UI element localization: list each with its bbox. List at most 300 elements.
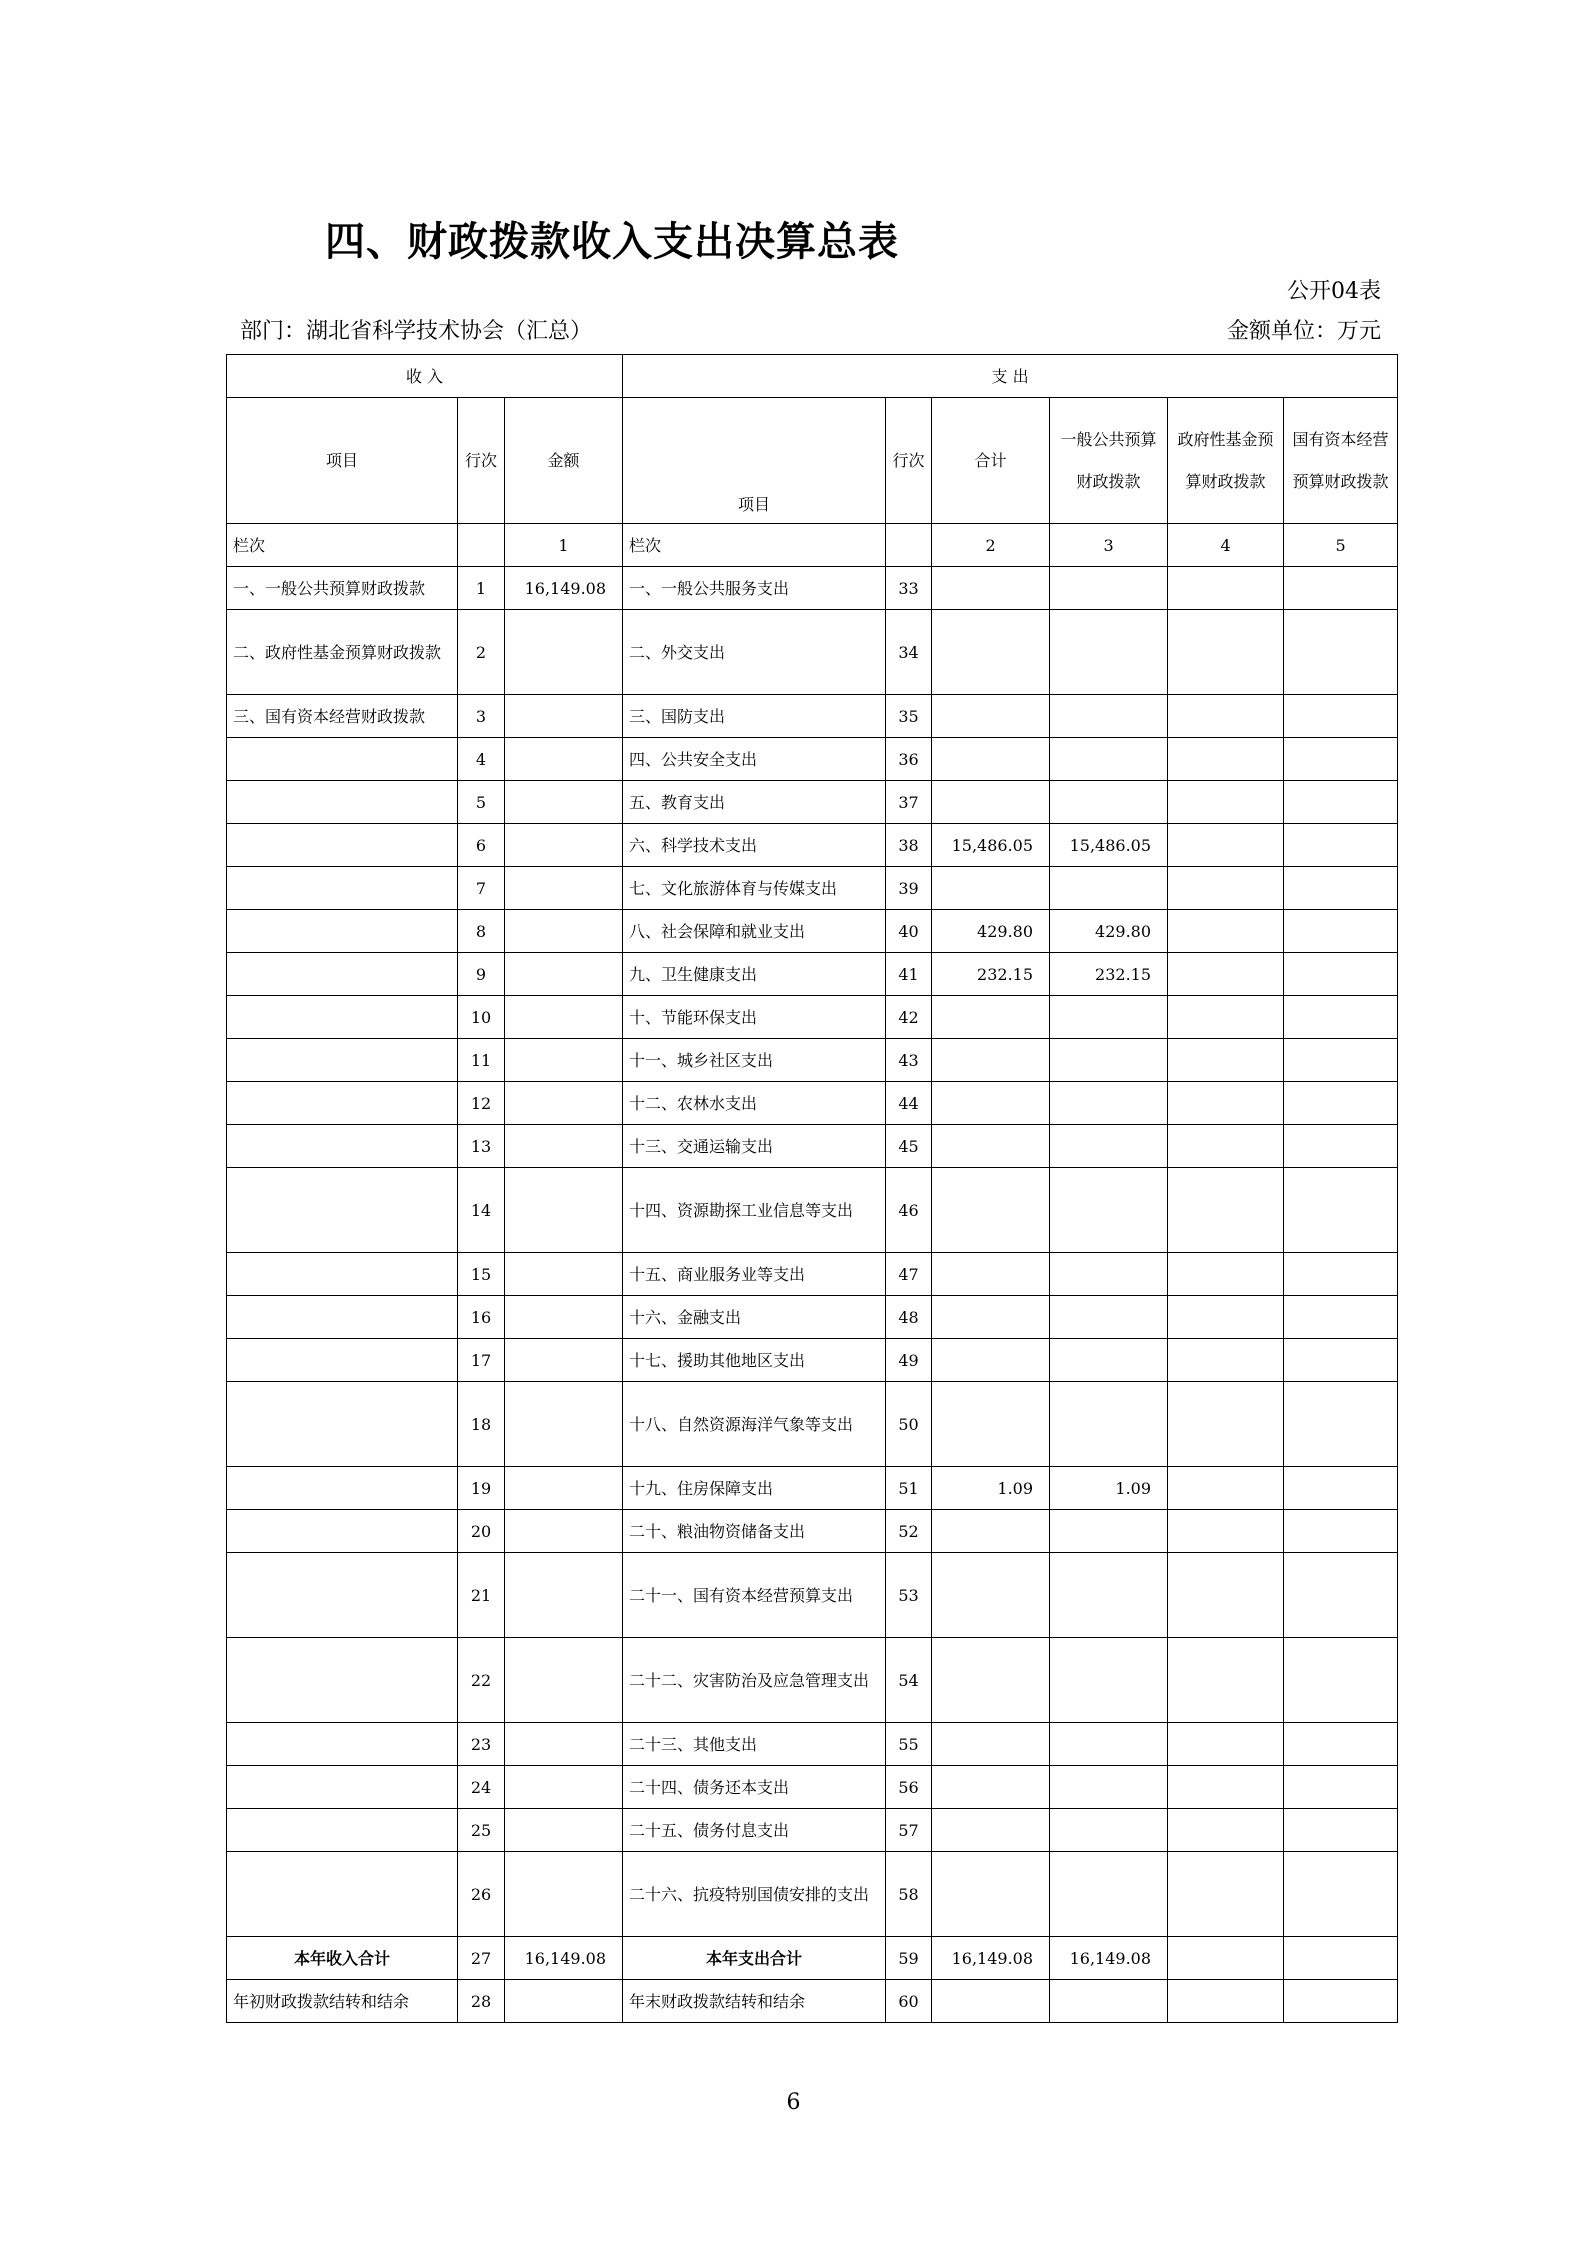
expense-row-no: 51 (886, 1467, 932, 1510)
table-row (227, 1253, 1398, 1296)
income-amount (505, 1766, 623, 1809)
income-item (227, 1339, 458, 1382)
gov-fund-amount (1168, 953, 1284, 996)
general-budget-amount (1050, 610, 1168, 695)
expense-row-no: 57 (886, 1809, 932, 1852)
expense-label: 本年支出合计 (623, 1937, 886, 1980)
expense-total (932, 1553, 1050, 1638)
gov-fund-amount (1168, 1339, 1284, 1382)
table-row (227, 1168, 1398, 1253)
expense-total (932, 996, 1050, 1039)
income-amount: 16,149.08 (505, 1937, 623, 1980)
gov-fund-amount (1168, 1980, 1284, 2023)
expense-row-no: 34 (886, 610, 932, 695)
table-row (227, 1296, 1398, 1339)
income-item (227, 1253, 458, 1296)
expense-total (932, 1039, 1050, 1082)
expense-row-no: 38 (886, 824, 932, 867)
income-item (227, 1723, 458, 1766)
income-amount (505, 1510, 623, 1553)
expense-total: 16,149.08 (932, 1937, 1050, 1980)
income-row-no: 21 (458, 1553, 505, 1638)
general-budget-amount: 16,149.08 (1050, 1937, 1168, 1980)
state-capital-amount (1284, 1039, 1398, 1082)
income-row-no: 6 (458, 824, 505, 867)
table-row (227, 824, 1398, 867)
gov-fund-amount (1168, 1039, 1284, 1082)
income-amount (505, 910, 623, 953)
income-item (227, 1809, 458, 1852)
income-row-no: 14 (458, 1168, 505, 1253)
expense-row-no: 54 (886, 1638, 932, 1723)
table-row (227, 1339, 1398, 1382)
expense-item-header: 项目 (623, 398, 886, 524)
income-amount (505, 1980, 623, 2023)
general-budget-amount (1050, 1296, 1168, 1339)
income-amount (505, 953, 623, 996)
gov-fund-amount (1168, 1852, 1284, 1937)
expense-item: 十三、交通运输支出 (623, 1125, 886, 1168)
expense-total (932, 1296, 1050, 1339)
income-amount-header: 金额 (505, 398, 623, 524)
expense-total: 15,486.05 (932, 824, 1050, 867)
income-row-no: 7 (458, 867, 505, 910)
expense-row-no: 48 (886, 1296, 932, 1339)
income-row-no: 23 (458, 1723, 505, 1766)
expense-total (932, 1168, 1050, 1253)
table-row (227, 1638, 1398, 1723)
expense-row-no: 60 (886, 1980, 932, 2023)
general-budget-amount (1050, 1082, 1168, 1125)
gov-fund-amount (1168, 1168, 1284, 1253)
gov-fund-amount (1168, 1553, 1284, 1638)
expense-row-no: 50 (886, 1382, 932, 1467)
expense-item: 二十五、债务付息支出 (623, 1809, 886, 1852)
table-row (227, 695, 1398, 738)
income-row-no: 20 (458, 1510, 505, 1553)
general-budget-amount (1050, 738, 1168, 781)
department-label: 部门：湖北省科学技术协会（汇总） (240, 319, 593, 344)
income-item (227, 1039, 458, 1082)
gov-fund-amount (1168, 910, 1284, 953)
expense-label: 年末财政拨款结转和结余 (623, 1980, 886, 2023)
expense-item: 十四、资源勘探工业信息等支出 (623, 1168, 886, 1253)
state-capital-amount (1284, 1638, 1398, 1723)
income-row-no: 9 (458, 953, 505, 996)
income-item (227, 1296, 458, 1339)
income-item (227, 1638, 458, 1723)
income-item: 二、政府性基金预算财政拨款 (227, 610, 458, 695)
expense-row-no: 44 (886, 1082, 932, 1125)
state-capital-amount (1284, 1553, 1398, 1638)
expense-total (932, 610, 1050, 695)
expense-row-no: 40 (886, 910, 932, 953)
income-item (227, 910, 458, 953)
expense-item: 十六、金融支出 (623, 1296, 886, 1339)
expense-row-no: 43 (886, 1039, 932, 1082)
table-body (227, 355, 1398, 2023)
table-row (227, 1082, 1398, 1125)
state-capital-amount (1284, 1168, 1398, 1253)
expense-row-no: 56 (886, 1766, 932, 1809)
income-amount (505, 1723, 623, 1766)
gov-fund-amount (1168, 1937, 1284, 1980)
table-row (227, 1809, 1398, 1852)
expense-total (932, 1382, 1050, 1467)
income-row-no: 8 (458, 910, 505, 953)
income-row-no: 25 (458, 1809, 505, 1852)
income-item (227, 996, 458, 1039)
amount-unit-label: 金额单位：万元 (1226, 319, 1381, 344)
general-budget-amount (1050, 1809, 1168, 1852)
income-item (227, 1852, 458, 1937)
state-capital-amount (1284, 1852, 1398, 1937)
state-capital-amount (1284, 1766, 1398, 1809)
expense-item: 二十六、抗疫特别国债安排的支出 (623, 1852, 886, 1937)
general-budget-amount (1050, 695, 1168, 738)
income-item (227, 1382, 458, 1467)
state-capital-amount (1284, 610, 1398, 695)
totals-row (227, 1937, 1398, 1980)
income-amount (505, 1125, 623, 1168)
income-amount (505, 1809, 623, 1852)
expense-row-no: 39 (886, 867, 932, 910)
state-capital-amount (1284, 1382, 1398, 1467)
income-item (227, 1168, 458, 1253)
income-section-header: 收 入 (227, 355, 623, 398)
state-capital-header: 国有资本经营预算财政拨款 (1284, 398, 1398, 524)
expense-item: 十、节能环保支出 (623, 996, 886, 1039)
income-item-header: 项目 (227, 398, 458, 524)
expense-row-no: 36 (886, 738, 932, 781)
income-row-no: 15 (458, 1253, 505, 1296)
column-index-row (227, 524, 1398, 567)
gov-fund-amount (1168, 1638, 1284, 1723)
income-row-no: 26 (458, 1852, 505, 1937)
income-item (227, 738, 458, 781)
expense-total (932, 1510, 1050, 1553)
general-budget-amount (1050, 1852, 1168, 1937)
gov-fund-amount (1168, 738, 1284, 781)
income-amount (505, 1082, 623, 1125)
column-index-2: 2 (932, 524, 1050, 567)
income-row-no: 27 (458, 1937, 505, 1980)
expense-total: 429.80 (932, 910, 1050, 953)
expense-total (932, 1809, 1050, 1852)
expense-item: 六、科学技术支出 (623, 824, 886, 867)
income-item (227, 1510, 458, 1553)
gov-fund-amount (1168, 781, 1284, 824)
income-amount (505, 1339, 623, 1382)
income-item (227, 1553, 458, 1638)
general-budget-amount (1050, 996, 1168, 1039)
state-capital-amount (1284, 1723, 1398, 1766)
table-row (227, 910, 1398, 953)
expense-total: 1.09 (932, 1467, 1050, 1510)
income-row-no: 1 (458, 567, 505, 610)
state-capital-amount (1284, 781, 1398, 824)
gov-fund-amount (1168, 1510, 1284, 1553)
income-amount (505, 781, 623, 824)
general-budget-header: 一般公共预算财政拨款 (1050, 398, 1168, 524)
income-item (227, 953, 458, 996)
column-index-3: 3 (1050, 524, 1168, 567)
expense-total: 232.15 (932, 953, 1050, 996)
income-item (227, 1125, 458, 1168)
general-budget-amount (1050, 1168, 1168, 1253)
gov-fund-amount (1168, 996, 1284, 1039)
income-amount (505, 867, 623, 910)
expense-row-no: 41 (886, 953, 932, 996)
expense-row-no: 53 (886, 1553, 932, 1638)
state-capital-amount (1284, 738, 1398, 781)
expense-total (932, 1852, 1050, 1937)
income-item (227, 867, 458, 910)
page-number: 6 (786, 2090, 801, 2115)
expense-item: 二十、粮油物资储备支出 (623, 1510, 886, 1553)
table-row (227, 953, 1398, 996)
table-row (227, 1553, 1398, 1638)
income-row-no: 3 (458, 695, 505, 738)
state-capital-amount (1284, 953, 1398, 996)
state-capital-amount (1284, 1125, 1398, 1168)
gov-fund-amount (1168, 1809, 1284, 1852)
column-index-label: 栏次 (227, 524, 458, 567)
gov-fund-amount (1168, 1467, 1284, 1510)
state-capital-amount (1284, 867, 1398, 910)
column-index-label-2: 栏次 (623, 524, 886, 567)
expense-total (932, 1638, 1050, 1723)
general-budget-amount (1050, 781, 1168, 824)
column-index-5: 5 (1284, 524, 1398, 567)
form-code: 公开04表 (1287, 279, 1381, 304)
expense-item: 十七、援助其他地区支出 (623, 1339, 886, 1382)
column-header-row (227, 398, 1398, 524)
state-capital-amount (1284, 1937, 1398, 1980)
general-budget-amount (1050, 1125, 1168, 1168)
expense-section-header: 支 出 (623, 355, 1398, 398)
expense-item: 三、国防支出 (623, 695, 886, 738)
expense-row-no: 58 (886, 1852, 932, 1937)
income-row-no: 11 (458, 1039, 505, 1082)
expense-item: 二十二、灾害防治及应急管理支出 (623, 1638, 886, 1723)
general-budget-amount (1050, 1553, 1168, 1638)
table-row (227, 610, 1398, 695)
expense-row-no: 52 (886, 1510, 932, 1553)
state-capital-amount (1284, 996, 1398, 1039)
income-label: 年初财政拨款结转和结余 (227, 1980, 458, 2023)
gov-fund-amount (1168, 1382, 1284, 1467)
gov-fund-amount (1168, 1723, 1284, 1766)
income-amount (505, 1039, 623, 1082)
income-label: 本年收入合计 (227, 1937, 458, 1980)
income-item (227, 824, 458, 867)
table-row (227, 1039, 1398, 1082)
gov-fund-header: 政府性基金预算财政拨款 (1168, 398, 1284, 524)
general-budget-amount: 429.80 (1050, 910, 1168, 953)
table-row (227, 996, 1398, 1039)
page-title: 四、财政拨款收入支出决算总表 (325, 219, 899, 265)
state-capital-amount (1284, 1082, 1398, 1125)
general-budget-amount (1050, 1339, 1168, 1382)
income-item (227, 1082, 458, 1125)
income-row-no: 5 (458, 781, 505, 824)
expense-total (932, 1082, 1050, 1125)
expense-total (932, 1339, 1050, 1382)
income-row-no: 13 (458, 1125, 505, 1168)
table-row (227, 1510, 1398, 1553)
table-row (227, 1852, 1398, 1937)
expense-item: 十九、住房保障支出 (623, 1467, 886, 1510)
expense-item: 十二、农林水支出 (623, 1082, 886, 1125)
general-budget-amount (1050, 1638, 1168, 1723)
state-capital-amount (1284, 1809, 1398, 1852)
expense-row-no: 42 (886, 996, 932, 1039)
gov-fund-amount (1168, 567, 1284, 610)
general-budget-amount: 15,486.05 (1050, 824, 1168, 867)
gov-fund-amount (1168, 695, 1284, 738)
gov-fund-amount (1168, 1253, 1284, 1296)
table-row (227, 1723, 1398, 1766)
income-amount (505, 1296, 623, 1339)
income-row-no: 28 (458, 1980, 505, 2023)
table-row (227, 1382, 1398, 1467)
expense-item: 七、文化旅游体育与传媒支出 (623, 867, 886, 910)
income-amount (505, 695, 623, 738)
state-capital-amount (1284, 910, 1398, 953)
income-amount (505, 1638, 623, 1723)
general-budget-amount: 1.09 (1050, 1467, 1168, 1510)
general-budget-amount (1050, 1766, 1168, 1809)
carryover-row (227, 1980, 1398, 2023)
state-capital-amount (1284, 1253, 1398, 1296)
income-row-no: 18 (458, 1382, 505, 1467)
table-row (227, 781, 1398, 824)
income-amount (505, 1382, 623, 1467)
income-row-no: 16 (458, 1296, 505, 1339)
appropriation-summary-table (226, 354, 1398, 2023)
income-item: 一、一般公共预算财政拨款 (227, 567, 458, 610)
income-row-no: 17 (458, 1339, 505, 1382)
expense-total (932, 695, 1050, 738)
income-amount (505, 1553, 623, 1638)
expense-row-no: 35 (886, 695, 932, 738)
gov-fund-amount (1168, 610, 1284, 695)
expense-row-no: 49 (886, 1339, 932, 1382)
expense-item: 十八、自然资源海洋气象等支出 (623, 1382, 886, 1467)
income-row-no: 12 (458, 1082, 505, 1125)
income-row-no: 19 (458, 1467, 505, 1510)
general-budget-amount (1050, 1253, 1168, 1296)
general-budget-amount (1050, 567, 1168, 610)
expense-total (932, 1766, 1050, 1809)
expense-item: 四、公共安全支出 (623, 738, 886, 781)
general-budget-amount (1050, 1723, 1168, 1766)
general-budget-amount (1050, 1039, 1168, 1082)
state-capital-amount (1284, 824, 1398, 867)
expense-row-no: 45 (886, 1125, 932, 1168)
gov-fund-amount (1168, 1766, 1284, 1809)
income-item (227, 781, 458, 824)
expense-item: 一、一般公共服务支出 (623, 567, 886, 610)
income-row-no: 24 (458, 1766, 505, 1809)
income-amount (505, 1467, 623, 1510)
expense-row-no: 55 (886, 1723, 932, 1766)
general-budget-amount (1050, 867, 1168, 910)
expense-total (932, 1980, 1050, 2023)
expense-total (932, 1253, 1050, 1296)
expense-item: 十一、城乡社区支出 (623, 1039, 886, 1082)
state-capital-amount (1284, 567, 1398, 610)
expense-item: 十五、商业服务业等支出 (623, 1253, 886, 1296)
general-budget-amount (1050, 1980, 1168, 2023)
table-row (227, 1467, 1398, 1510)
state-capital-amount (1284, 1296, 1398, 1339)
state-capital-amount (1284, 1510, 1398, 1553)
gov-fund-amount (1168, 1296, 1284, 1339)
general-budget-amount (1050, 1510, 1168, 1553)
income-row-no: 22 (458, 1638, 505, 1723)
expense-row-no: 59 (886, 1937, 932, 1980)
table-row (227, 867, 1398, 910)
expense-item: 九、卫生健康支出 (623, 953, 886, 996)
income-amount (505, 1253, 623, 1296)
income-item (227, 1766, 458, 1809)
column-index-1: 1 (505, 524, 623, 567)
income-item (227, 1467, 458, 1510)
expense-row-no: 33 (886, 567, 932, 610)
general-budget-amount: 232.15 (1050, 953, 1168, 996)
expense-item: 二十三、其他支出 (623, 1723, 886, 1766)
state-capital-amount (1284, 1339, 1398, 1382)
expense-item: 五、教育支出 (623, 781, 886, 824)
table-row (227, 1766, 1398, 1809)
gov-fund-amount (1168, 824, 1284, 867)
general-budget-amount (1050, 1382, 1168, 1467)
expense-total (932, 867, 1050, 910)
expense-total (932, 1125, 1050, 1168)
expense-total (932, 738, 1050, 781)
income-amount (505, 1852, 623, 1937)
income-amount (505, 738, 623, 781)
income-amount (505, 824, 623, 867)
gov-fund-amount (1168, 1082, 1284, 1125)
expense-item: 二十四、债务还本支出 (623, 1766, 886, 1809)
expense-row-no: 37 (886, 781, 932, 824)
income-row-no: 2 (458, 610, 505, 695)
expense-total (932, 781, 1050, 824)
expense-total-header: 合计 (932, 398, 1050, 524)
income-amount (505, 996, 623, 1039)
table-row (227, 567, 1398, 610)
expense-row-no-header: 行次 (886, 398, 932, 524)
state-capital-amount (1284, 1467, 1398, 1510)
income-row-no: 4 (458, 738, 505, 781)
income-amount (505, 1168, 623, 1253)
column-index-4: 4 (1168, 524, 1284, 567)
expense-item: 二、外交支出 (623, 610, 886, 695)
income-amount: 16,149.08 (505, 567, 623, 610)
section-header-row (227, 355, 1398, 398)
expense-item: 八、社会保障和就业支出 (623, 910, 886, 953)
income-row-no-header: 行次 (458, 398, 505, 524)
gov-fund-amount (1168, 867, 1284, 910)
gov-fund-amount (1168, 1125, 1284, 1168)
expense-row-no: 47 (886, 1253, 932, 1296)
expense-total (932, 567, 1050, 610)
expense-item: 二十一、国有资本经营预算支出 (623, 1553, 886, 1638)
expense-total (932, 1723, 1050, 1766)
